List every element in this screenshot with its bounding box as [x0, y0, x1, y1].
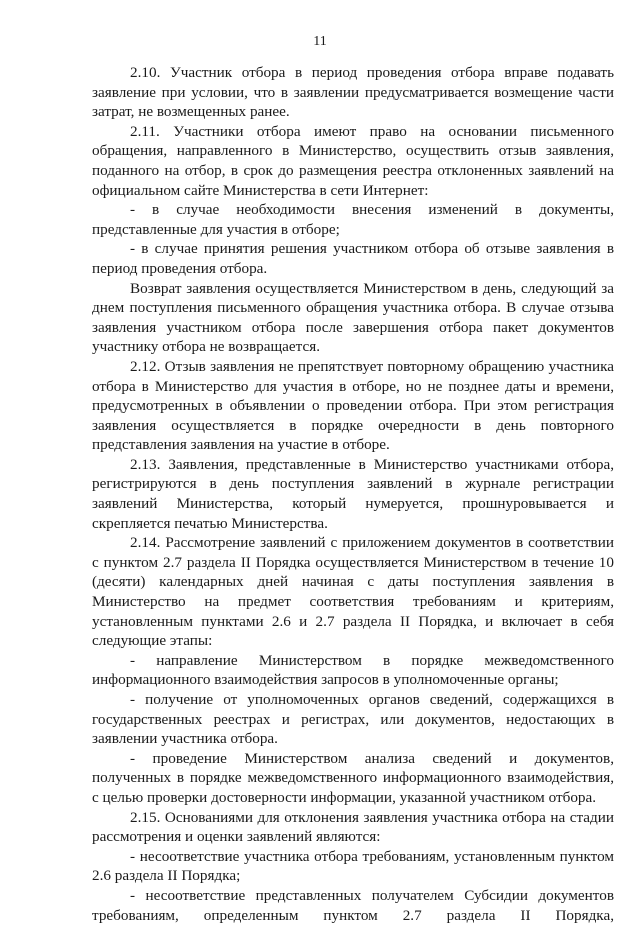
paragraph-2-15: 2.15. Основаниями для отклонения заявления участника отбора на стадии рассмотрения и оценки заявлений являются:: [92, 808, 614, 846]
paragraph-2-12: 2.12. Отзыв заявления не препятствует повторному обращению участника отбора в Министерство для участия в отборе, но не позднее даты и времени, предусмотренных в объявлении о проведении отбора. При этом регистрация заявления осуществляется в порядке очередности в день повторного представления заявления на участие в отборе.: [92, 357, 614, 454]
list-item-changes: - в случае необходимости внесения изменений в документы, представленные для участия в отборе;: [92, 201, 614, 238]
list-item-nonconformity-participant: - несоответствие участника отбора требованиям, установленным пунктом 2.6 раздела II Порядка;: [92, 847, 614, 885]
paragraph-2-11: 2.11. Участники отбора имеют право на основании письменного обращения, направленного в Министерство, осуществить отзыв заявления, поданного на отбор, в срок до размещения реестра отклоненных заявлений на официальном сайте Министерства в сети Интернет:: [92, 122, 614, 199]
list-item-receiving: - получение от уполномоченных органов сведений, содержащихся в государственных реестрах и регистрах, или документов, недостающих в заявлении участника отбора.: [92, 691, 614, 748]
page-number: 11: [313, 34, 327, 49]
paragraph-2-10: 2.10. Участник отбора в период проведения отбора вправе подавать заявление при условии, что в заявлении предусматривается возмещение части затрат, не возмещенных ранее.: [92, 64, 614, 121]
paragraph-2-14: 2.14. Рассмотрение заявлений с приложением документов в соответствии с пунктом 2.7 раздела II Порядка осуществляется Министерством в течение 10 (десяти) календарных дней начиная с даты поступления заявления в Министерство на предмет соответствия требованиям и критериям, установленным пунктами 2.6 и 2.7 раздела II Порядка, и включает в себя следующие этапы:: [92, 534, 614, 650]
list-item-requests: - направление Министерством в порядке межведомственного информационного взаимодействия запросов в уполномоченные органы;: [92, 651, 614, 689]
list-item-nonconformity-documents: - несоответствие представленных получателем Субсидии документов требованиям, определенным пунктом 2.7 раздела II Порядка,: [92, 886, 614, 924]
paragraph-return: Возврат заявления осуществляется Министерством в день, следующий за днем поступления письменного обращения участника отбора. В случае отзыва заявления участником отбора после завершения отбора пакет документов участнику отбора не возвращается.: [92, 279, 614, 356]
document-body: [92, 63, 614, 925]
list-item-analysis: - проведение Министерством анализа сведений и документов, полученных в порядке межведомственного информационного взаимодействия, с целью проверки достоверности информации, указанной участником отбора.: [92, 749, 614, 806]
paragraph-2-13: 2.13. Заявления, представленные в Министерство участниками отбора, регистрируются в день поступления заявлений в журнале регистрации заявлений Министерства, который нумеруется, прошнуровывается и скрепляется печатью Министерства.: [92, 455, 614, 532]
list-item-withdrawal: - в случае принятия решения участником отбора об отзыве заявления в период проведения отбора.: [92, 240, 614, 277]
